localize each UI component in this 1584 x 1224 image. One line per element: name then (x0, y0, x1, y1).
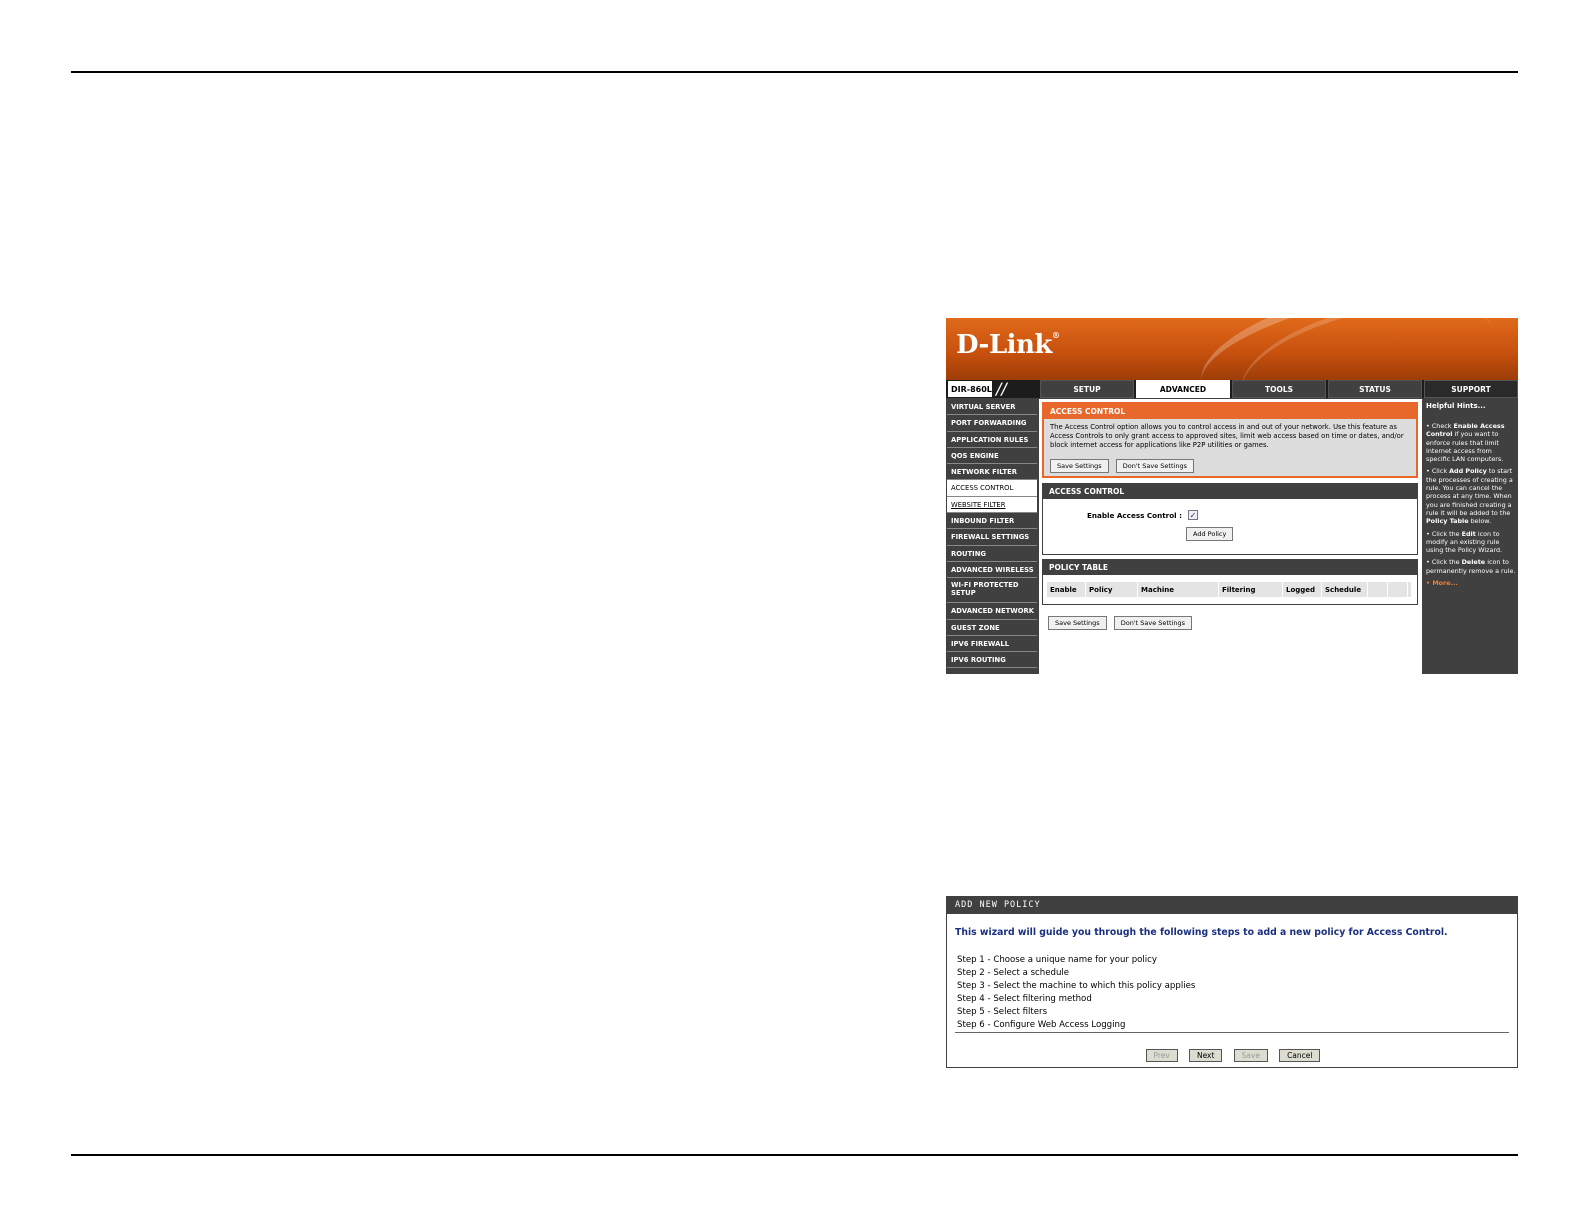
col-schedule: Schedule (1322, 582, 1368, 597)
hints-title: Helpful Hints... (1426, 402, 1486, 410)
tab-support[interactable]: SUPPORT (1424, 380, 1518, 398)
hint-add-policy: • Click Add Policy to start the processes of creating a rule. You can cancel the process at any time. When you are finished creating a rule it will be added to the Policy Table below. (1426, 467, 1513, 526)
nav-access-control[interactable]: ACCESS CONTROL (947, 480, 1037, 496)
save-settings-button-bottom[interactable]: Save Settings (1048, 616, 1107, 630)
next-button[interactable]: Next (1189, 1049, 1222, 1062)
helpful-hints-panel (1423, 399, 1518, 674)
save-button[interactable]: Save (1234, 1049, 1268, 1062)
wizard-step: Step 6 - Configure Web Access Logging (957, 1019, 1126, 1030)
intro-buttons (1044, 450, 1416, 473)
col-enable: Enable (1047, 582, 1086, 597)
dlink-logo: D-Link® (956, 330, 1060, 360)
enable-access-control-checkbox[interactable]: ✓ (1189, 511, 1197, 520)
tab-setup[interactable]: SETUP (1040, 380, 1134, 398)
hint-edit-icon: • Click the Edit icon to modify an existing rule using the Policy Wizard. (1426, 529, 1503, 555)
top-rule (71, 71, 1518, 73)
policy-table-box (1042, 559, 1418, 605)
nav-port-forwarding[interactable]: PORT FORWARDING (947, 415, 1037, 431)
nav-website-filter[interactable]: WEBSITE FILTER (947, 497, 1037, 513)
router-admin-screenshot (946, 318, 1518, 674)
nav-routing[interactable]: ROUTING (947, 546, 1037, 562)
access-control-box (1042, 483, 1418, 555)
wizard-divider (955, 1032, 1509, 1033)
wizard-step: Step 2 - Select a schedule (957, 967, 1070, 978)
col-policy: Policy (1086, 582, 1138, 597)
wizard-step: Step 1 - Choose a unique name for your policy (957, 955, 1157, 965)
nav-wifi-protected-setup[interactable]: WI-FI PROTECTED SETUP (947, 578, 1037, 603)
bottom-rule (71, 1154, 1518, 1156)
cancel-button[interactable]: Cancel (1279, 1049, 1320, 1062)
hint-delete-icon: • Click the Delete icon to permanently remove a rule. (1426, 558, 1516, 575)
col-machine: Machine (1138, 582, 1219, 597)
nav-application-rules[interactable]: APPLICATION RULES (947, 432, 1037, 448)
policy-table-title: POLICY TABLE (1043, 560, 1417, 575)
nav-firewall-settings[interactable]: FIREWALL SETTINGS (947, 529, 1037, 545)
nav-ipv6-routing[interactable]: IPV6 ROUTING (947, 652, 1037, 668)
access-control-title: ACCESS CONTROL (1043, 484, 1417, 499)
save-settings-button[interactable]: Save Settings (1050, 459, 1109, 473)
bottom-buttons (1048, 610, 1194, 630)
access-control-intro-box (1042, 402, 1418, 478)
main-content (1039, 399, 1422, 674)
nav-ipv6-firewall[interactable]: IPV6 FIREWALL (947, 636, 1037, 652)
model-label: DIR-860L (948, 381, 992, 397)
top-nav (946, 380, 1518, 398)
nav-qos-engine[interactable]: QOS ENGINE (947, 448, 1037, 464)
nav-network-filter[interactable]: NETWORK FILTER (947, 464, 1037, 480)
hints-more-link[interactable]: • More... (1426, 579, 1458, 588)
wizard-step: Step 5 - Select filters (957, 1006, 1048, 1017)
nav-advanced-network[interactable]: ADVANCED NETWORK (947, 603, 1037, 619)
dont-save-settings-button-bottom[interactable]: Don't Save Settings (1114, 616, 1192, 630)
wizard-steps (957, 954, 1195, 1031)
left-nav (946, 399, 1038, 674)
dlink-banner (946, 318, 1518, 380)
tab-tools[interactable]: TOOLS (1232, 380, 1326, 398)
tab-status[interactable]: STATUS (1328, 380, 1422, 398)
wizard-buttons (947, 1043, 1519, 1062)
policy-table-header (1047, 582, 1411, 597)
add-policy-button[interactable]: Add Policy (1186, 527, 1233, 541)
intro-description: The Access Control option allows you to control access in and out of your network. Use this feature as Access Controls to only grant access to approved sites, limit web access based on time or dates, and/or block internet access for applications like P2P utilities or games. (1050, 423, 1404, 449)
wizard-intro: This wizard will guide you through the following steps to add a new policy for Access Control. (955, 927, 1448, 938)
add-new-policy-title: ADD NEW POLICY (947, 897, 1517, 914)
nav-virtual-server[interactable]: VIRTUAL SERVER (947, 399, 1037, 415)
enable-access-control-label: Enable Access Control : (1087, 511, 1182, 520)
tab-advanced[interactable]: ADVANCED (1136, 380, 1230, 398)
wizard-step: Step 4 - Select filtering method (957, 993, 1092, 1004)
nav-slashes: // (996, 379, 1007, 398)
nav-advanced-wireless[interactable]: ADVANCED WIRELESS (947, 562, 1037, 578)
hint-enable-access-control: • Check Enable Access Control if you want to enforce rules that limit Internet access from specific LAN computers. (1426, 422, 1505, 464)
nav-inbound-filter[interactable]: INBOUND FILTER (947, 513, 1037, 529)
col-blank-2 (1388, 582, 1408, 597)
prev-button[interactable]: Prev (1146, 1049, 1178, 1062)
add-new-policy-wizard (946, 896, 1518, 1068)
col-logged: Logged (1283, 582, 1322, 597)
dont-save-settings-button[interactable]: Don't Save Settings (1116, 459, 1194, 473)
intro-box-title: ACCESS CONTROL (1044, 404, 1416, 419)
nav-guest-zone[interactable]: GUEST ZONE (947, 620, 1037, 636)
col-filtering: Filtering (1219, 582, 1283, 597)
col-blank-1 (1368, 582, 1388, 597)
wizard-step: Step 3 - Select the machine to which this policy applies (957, 980, 1196, 991)
